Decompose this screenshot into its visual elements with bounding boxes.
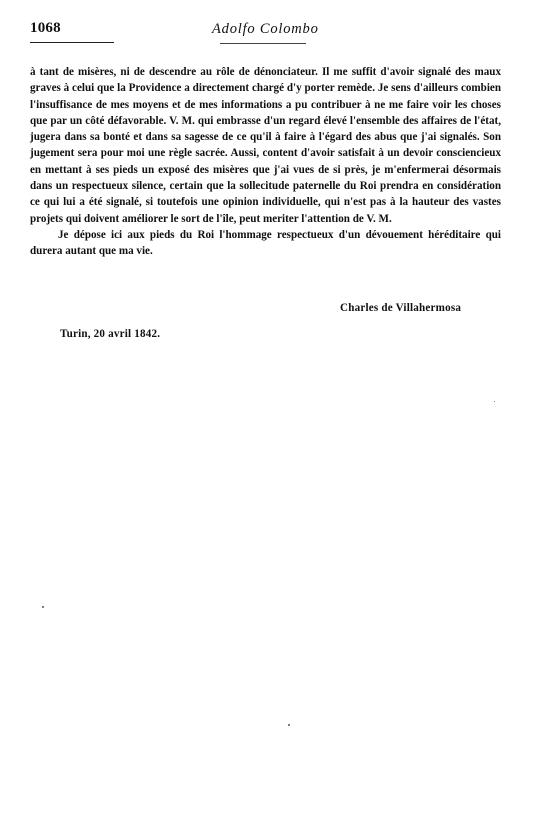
scan-speck xyxy=(494,401,495,402)
paragraph-2: Je dépose ici aux pieds du Roi l'hommage respectueux d'un dévouement héréditaire qui durera autant que ma vie. xyxy=(30,228,501,258)
scan-speck xyxy=(42,606,44,608)
dateline: Turin, 20 avril 1842. xyxy=(60,328,161,340)
page-number: 1068 xyxy=(30,20,61,36)
body-text xyxy=(30,64,501,260)
scan-speck xyxy=(288,724,290,726)
running-head: Adolfo Colombo xyxy=(212,21,319,37)
signature: Charles de Villahermosa xyxy=(340,302,462,314)
paragraph-1: à tant de misères, ni de descendre au rôle de dénonciateur. Il me suffit d'avoir signalé des maux graves à celui que la Providence a directement chargé d'y porter remède. Je sens d'ailleurs combien l'insuffisance de mes moyens et de mes informations a pu contribuer à ne me faire voir les choses que par un côté défavorable. V. M. qui embrasse d'un regard élevé l'ensemble des affaires de l'état, jugera dans sa bonté et dans sa sagesse de ce qu'il à faire à l'égard des abus que j'ai signalés. Son jugement sera pour moi une règle sacrée. Aussi, content d'avoir satisfait à un devoir consciencieux en mettant à ses pieds un exposé des misères que j'ai vues de si près, je m'enfermerai désormais dans un respectueux silence, certain que la sollecitude paternelle du Roi prendra en considération ce qui lui a été signalé, si toutefois une opinion individuelle, qui n'est pas à la hauteur des vastes projets qui doivent améliorer le sort de l'île, peut meriter l'attention de V. M. xyxy=(30,66,501,225)
header-rule-center xyxy=(220,43,306,44)
header-rule-left xyxy=(30,42,114,43)
page-header xyxy=(30,20,500,50)
